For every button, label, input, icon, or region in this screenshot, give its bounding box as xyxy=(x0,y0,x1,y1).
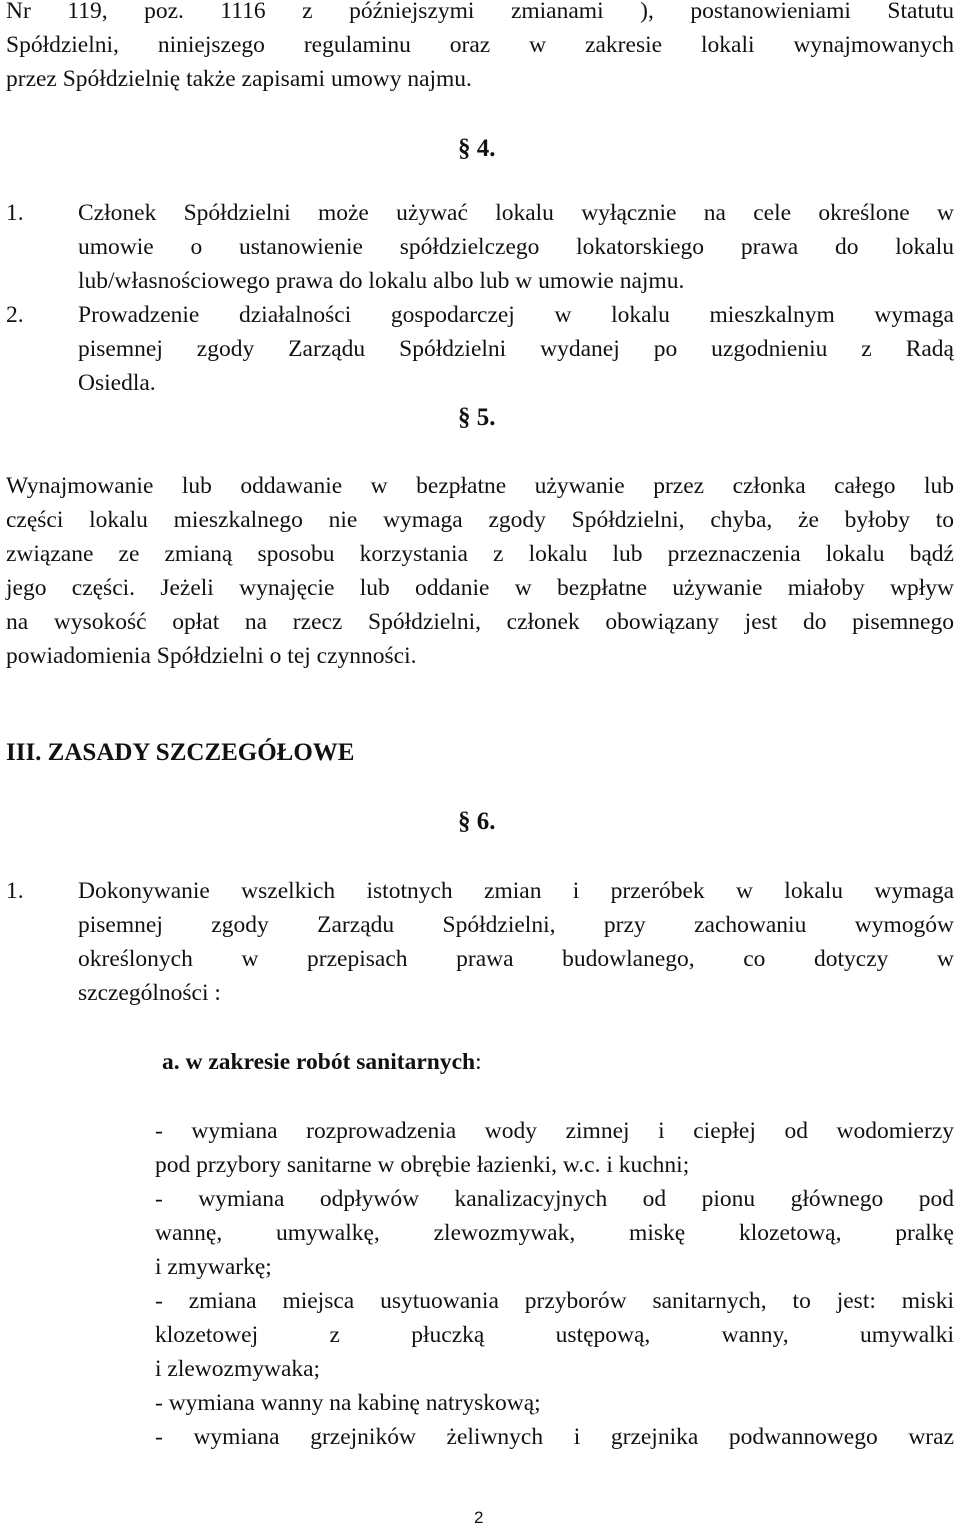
list-item-line: - wymiana rozprowadzenia wody zimnej i ciepłej od wodomierzy xyxy=(155,1118,954,1144)
section-4-item-2 xyxy=(6,298,954,400)
item-text xyxy=(78,298,954,400)
section-5-title: § 5. xyxy=(458,404,496,431)
item-line: Dokonywanie wszelkich istotnych zmian i przeróbek w lokalu wymaga xyxy=(78,878,954,904)
item-number: 2. xyxy=(6,302,24,328)
item-text xyxy=(78,874,954,1010)
item-number: 1. xyxy=(6,878,24,904)
paragraph-line: części lokalu mieszkalnego nie wymaga zgody Spółdzielni, chyba, że byłoby to xyxy=(6,507,954,533)
subpoint-a-label: a. w zakresie robót sanitarnych xyxy=(162,1049,476,1075)
item-number: 1. xyxy=(6,200,24,226)
intro-paragraph xyxy=(6,0,954,96)
item-line: określonych w przepisach prawa budowlanego, co dotyczy w xyxy=(78,946,954,972)
list-item-line: - wymiana wanny na kabinę natryskową; xyxy=(155,1390,541,1416)
item-line: lub/własnościowego prawa do lokalu albo lub w umowie najmu. xyxy=(78,268,685,294)
paragraph-line: jego części. Jeżeli wynajęcie lub oddanie w bezpłatne używanie miałoby wpływ xyxy=(6,575,954,601)
list-item-line: klozetowej z płuczką ustępową, wanny, umywalki xyxy=(155,1322,954,1348)
section-5-paragraph xyxy=(6,469,954,673)
paragraph-line: Wynajmowanie lub oddawanie w bezpłatne używanie przez członka całego lub xyxy=(6,473,954,499)
chapter-3-heading: III. ZASADY SZCZEGÓŁOWE xyxy=(6,739,355,766)
section-4-item-1 xyxy=(6,196,954,298)
list-item-line: i zmywarkę; xyxy=(155,1254,272,1280)
paragraph-line: powiadomienia Spółdzielni o tej czynności. xyxy=(6,643,417,669)
paragraph-line: na wysokość opłat na rzecz Spółdzielni, członek obowiązany jest do pisemnego xyxy=(6,609,954,635)
section-6-item-1 xyxy=(6,874,954,1010)
item-line: umowie o ustanowienie spółdzielczego lokatorskiego prawa do lokalu xyxy=(78,234,954,260)
page-number: 2 xyxy=(474,1508,484,1527)
subpoint-a-heading xyxy=(162,1045,482,1079)
item-line: Prowadzenie działalności gospodarczej w lokalu mieszkalnym wymaga xyxy=(78,302,954,328)
item-line: Członek Spółdzielni może używać lokalu wyłącznie na cele określone w xyxy=(78,200,954,226)
item-line: pisemnej zgody Zarządu Spółdzielni wydanej po uzgodnieniu z Radą xyxy=(78,336,954,362)
section-4-title: § 4. xyxy=(458,135,496,162)
item-text xyxy=(78,196,954,298)
list-item-line: - wymiana grzejników żeliwnych i grzejnika podwannowego wraz xyxy=(155,1424,954,1450)
list-item-line: i zlewozmywaka; xyxy=(155,1356,321,1382)
intro-line: przez Spółdzielnię także zapisami umowy najmu. xyxy=(6,66,472,92)
intro-line: Spółdzielni, niniejszego regulaminu oraz w zakresie lokali wynajmowanych xyxy=(6,32,954,58)
list-item-line: pod przybory sanitarne w obrębie łazienki, w.c. i kuchni; xyxy=(155,1152,690,1178)
list-item-line: wannę, umywalkę, zlewozmywak, miskę klozetową, pralkę xyxy=(155,1220,954,1246)
paragraph-line: związane ze zmianą sposobu korzystania z lokalu lub przeznaczenia lokalu bądź xyxy=(6,541,954,567)
section-6-title: § 6. xyxy=(458,808,496,835)
item-line: pisemnej zgody Zarządu Spółdzielni, przy zachowaniu wymogów xyxy=(78,912,954,938)
item-line: szczególności : xyxy=(78,980,221,1006)
list-item-line: - zmiana miejsca usytuowania przyborów sanitarnych, to jest: miski xyxy=(155,1288,954,1314)
item-line: Osiedla. xyxy=(78,370,156,396)
list-item-line: - wymiana odpływów kanalizacyjnych od pionu głównego pod xyxy=(155,1186,954,1212)
subpoint-a-colon: : xyxy=(475,1049,482,1075)
sanitary-works-list xyxy=(155,1114,954,1454)
intro-line: Nr 119, poz. 1116 z późniejszymi zmianami ), postanowieniami Statutu xyxy=(6,0,954,24)
